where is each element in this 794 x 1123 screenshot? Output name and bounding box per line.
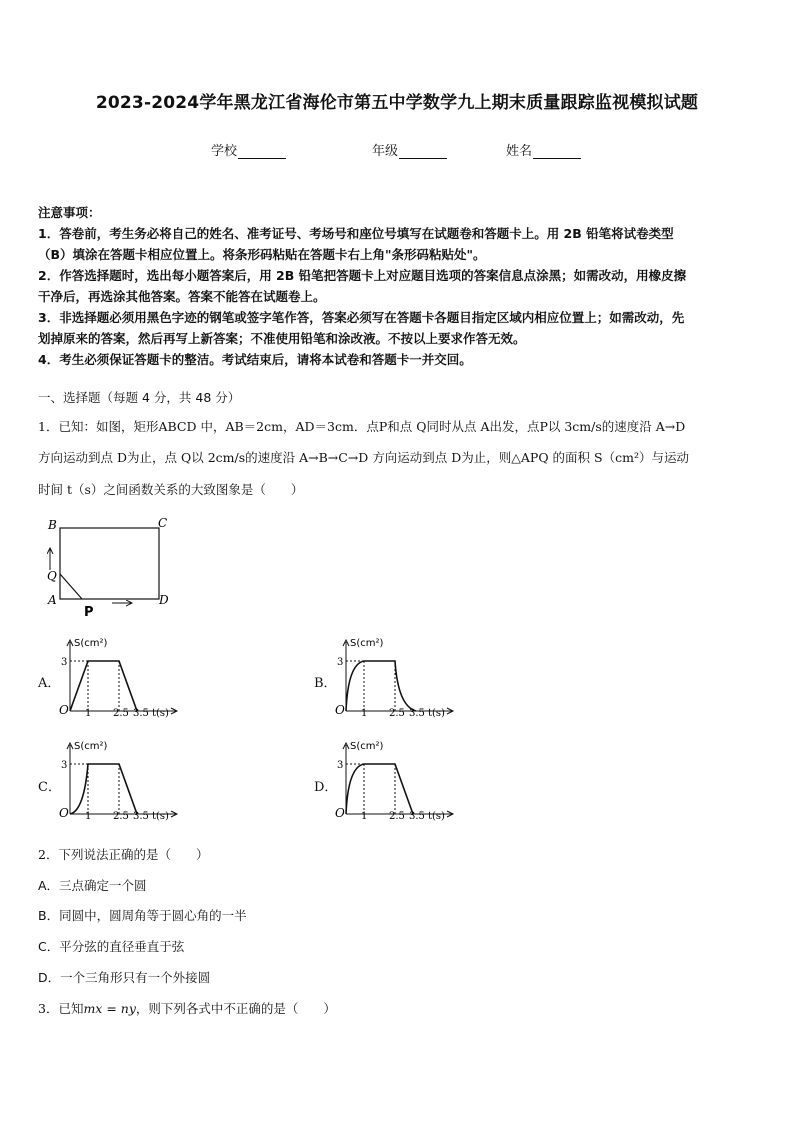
school-label: 学校 — [211, 144, 238, 159]
q1-line1: 1．已知：如图，矩形ABCD 中，AB＝2cm，AD＝3cm．点P和点 Q同时从点 A出发，点P以 3cm/s的速度沿 A→D — [38, 419, 686, 434]
graph-d-y3: 3 — [337, 760, 344, 771]
notes-heading: 注意事项： — [38, 205, 101, 220]
graph-c-origin: O — [59, 806, 69, 820]
graph-d-xlabel: t(s) — [428, 811, 445, 822]
rectangle-figure — [40, 512, 190, 622]
name-label: 姓名 — [506, 144, 533, 159]
graph-d-x35: 3.5 — [409, 811, 425, 822]
label-c: C — [158, 516, 168, 530]
graph-c-x25: 2.5 — [113, 811, 129, 822]
q2-option-b: B．同圆中，圆周角等于圆心角的一半 — [38, 908, 247, 923]
rectangle-abcd — [60, 528, 159, 599]
option-c-label: C． — [38, 780, 61, 795]
label-p: P — [84, 605, 94, 620]
graph-b-origin: O — [335, 703, 345, 717]
graph-a-ylabel: S(cm²) — [74, 638, 108, 649]
graph-c-x1: 1 — [85, 811, 92, 822]
label-b: B — [48, 518, 57, 532]
label-q: Q — [47, 569, 57, 583]
note-3b: 划掉原来的答案，然后再写上新答案；不准使用铅笔和涂改液。不按以上要求作答无效。 — [38, 331, 526, 346]
graph-b — [332, 634, 462, 724]
option-a-label: A． — [38, 676, 61, 691]
graph-d-x25: 2.5 — [389, 811, 405, 822]
q3-stem — [38, 999, 336, 1017]
q3-stem-post: ，则下列各式中不正确的是（ ） — [135, 1001, 336, 1016]
school-field — [211, 140, 286, 159]
curve-d — [346, 764, 413, 814]
graph-b-x1: 1 — [361, 708, 368, 719]
page-title: 2023-2024学年黑龙江省海伦市第五中学数学九上期末质量跟踪监视模拟试题 — [95, 93, 699, 113]
curve-a — [70, 661, 137, 711]
school-blank — [238, 145, 286, 159]
graph-b-y3: 3 — [337, 657, 344, 668]
graph-b-x25: 2.5 — [389, 708, 405, 719]
graph-a-x25: 2.5 — [113, 708, 129, 719]
note-1b: （B）填涂在答题卡相应位置上。将条形码粘贴在答题卡右上角"条形码粘贴处"。 — [38, 247, 486, 262]
q1-line2: 方向运动到点 D为止，点 Q以 2cm/s的速度沿 A→B→C→D 方向运动到点 D为止，则△APQ 的面积 S（cm²）与运动 — [38, 450, 689, 465]
name-field — [506, 140, 581, 159]
note-2b: 干净后，再选涂其他答案。答案不能答在试题卷上。 — [38, 289, 326, 304]
graph-c — [56, 737, 186, 827]
label-d: D — [159, 593, 169, 607]
graph-d-ylabel: S(cm²) — [350, 741, 384, 752]
segment-pq — [60, 574, 82, 599]
section-heading: 一、选择题（每题 4 分，共 48 分） — [38, 390, 241, 405]
graph-a-x35: 3.5 — [133, 708, 149, 719]
graph-a-x1: 1 — [85, 708, 92, 719]
label-a: A — [48, 593, 57, 607]
graph-a-xlabel: t(s) — [152, 708, 169, 719]
note-4: 4．考生必须保证答题卡的整洁。考试结束后，请将本试卷和答题卡一并交回。 — [38, 352, 472, 367]
graph-b-xlabel: t(s) — [428, 708, 445, 719]
graph-d-origin: O — [335, 806, 345, 820]
grade-field — [372, 140, 447, 159]
q3-formula: mx = ny — [83, 1001, 136, 1016]
graph-b-ylabel: S(cm²) — [350, 638, 384, 649]
graph-c-xlabel: t(s) — [152, 811, 169, 822]
graph-a-y3: 3 — [61, 657, 68, 668]
graph-c-y3: 3 — [61, 760, 68, 771]
graph-a — [56, 634, 186, 724]
curve-c — [70, 764, 137, 814]
graph-a-origin: O — [59, 703, 69, 717]
graph-b-x35: 3.5 — [409, 708, 425, 719]
q1-line3: 时间 t（s）之间函数关系的大致图象是（ ） — [38, 482, 304, 497]
grade-blank — [399, 145, 447, 159]
note-1: 1．答卷前，考生务必将自己的姓名、准考证号、考场号和座位号填写在试题卷和答题卡上。用 2B 铅笔将试卷类型 — [38, 226, 674, 241]
q2-stem: 2．下列说法正确的是（ ） — [38, 847, 209, 862]
option-b-label: B． — [314, 676, 337, 691]
graph-c-ylabel: S(cm²) — [74, 741, 108, 752]
graph-d-x1: 1 — [361, 811, 368, 822]
graph-d — [332, 737, 462, 827]
q2-option-c: C．平分弦的直径垂直于弦 — [38, 939, 185, 954]
note-2: 2．作答选择题时，选出每小题答案后，用 2B 铅笔把答题卡上对应题目选项的答案信息点涂黑；如需改动，用橡皮擦 — [38, 268, 687, 283]
grade-label: 年级 — [372, 144, 399, 159]
note-3: 3．非选择题必须用黑色字迹的钢笔或签字笔作答，答案必须写在答题卡各题目指定区域内相应位置上；如需改动，先 — [38, 310, 685, 325]
q2-option-d: D．一个三角形只有一个外接圆 — [38, 970, 211, 985]
q3-stem-pre: 3．已知 — [38, 1001, 84, 1016]
graph-c-x35: 3.5 — [133, 811, 149, 822]
q2-option-a: A．三点确定一个圆 — [38, 878, 147, 893]
name-blank — [533, 145, 581, 159]
option-d-label: D． — [314, 780, 338, 795]
curve-b — [346, 661, 416, 711]
